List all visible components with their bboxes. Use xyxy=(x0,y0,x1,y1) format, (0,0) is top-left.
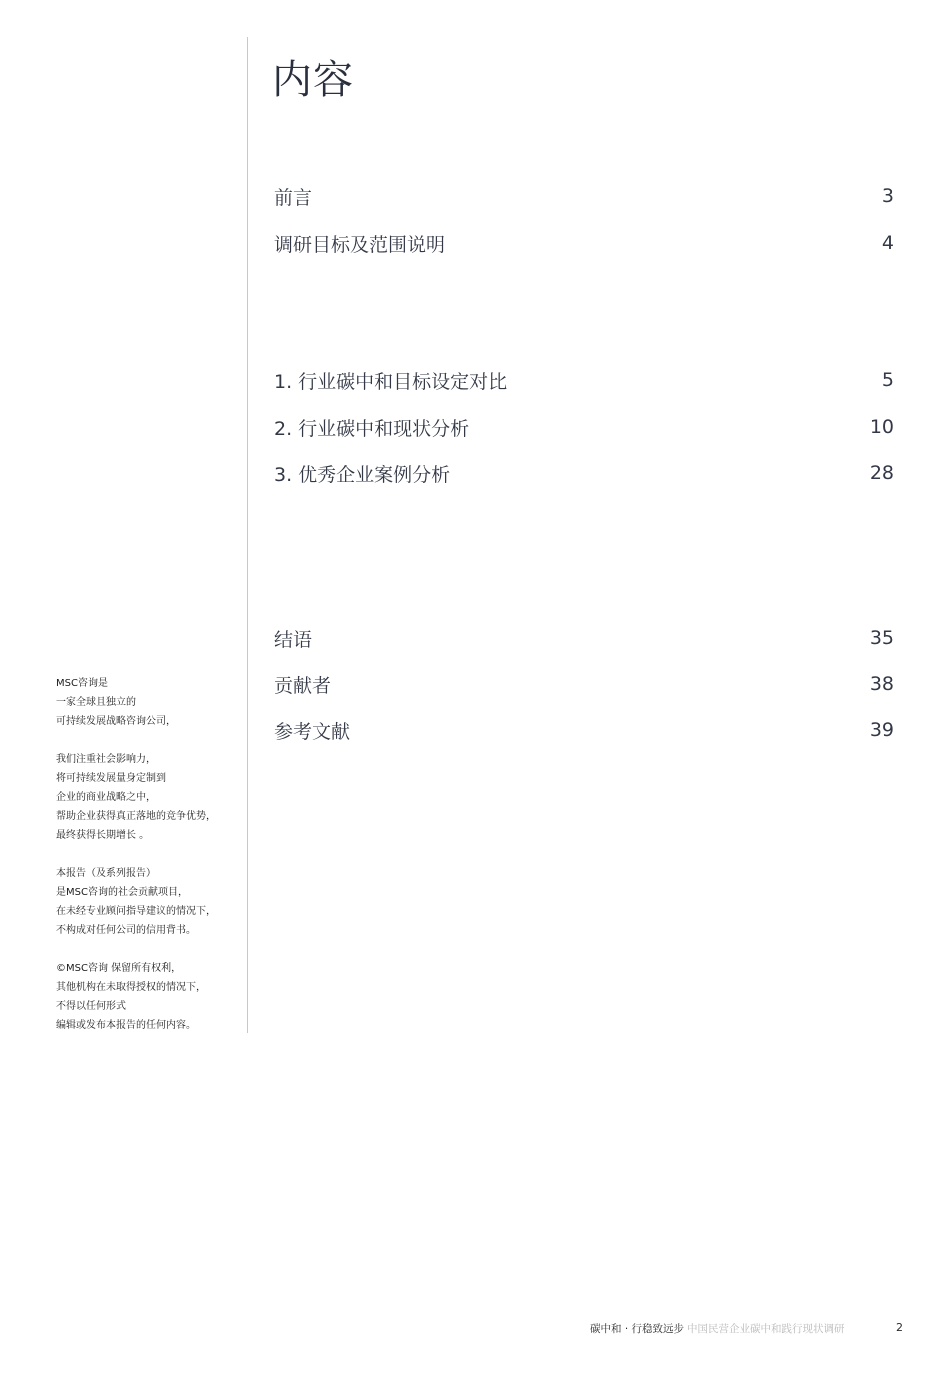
footer-title: 碳中和 · 行稳致远步 xyxy=(590,1323,685,1335)
sidebar-line: MSC咨询是 xyxy=(56,678,108,689)
sidebar-line: 最终获得长期增长 。 xyxy=(56,830,150,841)
sidebar-notes xyxy=(56,674,241,1054)
toc-item-contributors[interactable] xyxy=(274,669,894,699)
toc-item-page: 38 xyxy=(869,673,894,695)
toc-item-research-scope[interactable] xyxy=(274,228,894,258)
sidebar-line: ©MSC咨询 保留所有权利， xyxy=(56,963,182,974)
vertical-divider xyxy=(247,37,248,1033)
sidebar-line: 本报告（及系列报告） xyxy=(56,868,156,879)
toc-item-label: 参考文献 xyxy=(274,720,351,743)
toc-item-label: 结语 xyxy=(274,628,313,651)
sidebar-paragraph-mission xyxy=(56,750,241,845)
sidebar-line: 我们注重社会影响力， xyxy=(56,754,156,765)
toc-item-page: 10 xyxy=(869,416,894,438)
footer-running-title xyxy=(590,1321,845,1336)
toc-item-label: 前言 xyxy=(274,186,313,209)
toc-item-page: 39 xyxy=(869,719,894,741)
toc-item-page: 4 xyxy=(881,232,894,254)
sidebar-line: 不构成对任何公司的信用背书。 xyxy=(56,925,196,936)
toc-item-label: 3. 优秀企业案例分析 xyxy=(274,463,451,486)
toc-item-label: 调研目标及范围说明 xyxy=(274,233,446,256)
toc-item-page: 28 xyxy=(869,462,894,484)
toc-item-label: 1. 行业碳中和目标设定对比 xyxy=(274,370,508,393)
toc-item-chapter-2[interactable] xyxy=(274,412,894,442)
toc-item-page: 3 xyxy=(881,185,894,207)
toc-item-chapter-1[interactable] xyxy=(274,365,894,395)
toc-item-preface[interactable] xyxy=(274,181,894,211)
sidebar-paragraph-copyright xyxy=(56,959,241,1035)
sidebar-line: 是MSC咨询的社会贡献项目， xyxy=(56,887,188,898)
sidebar-line: 帮助企业获得真正落地的竞争优势， xyxy=(56,811,216,822)
sidebar-line: 不得以任何形式 xyxy=(56,1001,126,1012)
sidebar-line: 在未经专业顾问指导建议的情况下， xyxy=(56,906,216,917)
sidebar-line: 一家全球且独立的 xyxy=(56,697,136,708)
sidebar-paragraph-disclaimer xyxy=(56,864,241,940)
sidebar-line: 其他机构在未取得授权的情况下， xyxy=(56,982,206,993)
toc-item-page: 35 xyxy=(869,627,894,649)
toc-item-label: 贡献者 xyxy=(274,674,332,697)
toc-item-label: 2. 行业碳中和现状分析 xyxy=(274,417,470,440)
sidebar-line: 可持续发展战略咨询公司， xyxy=(56,716,176,727)
toc-item-chapter-3[interactable] xyxy=(274,458,894,488)
toc-item-page: 5 xyxy=(881,369,894,391)
sidebar-line: 将可持续发展量身定制到 xyxy=(56,773,166,784)
toc-item-references[interactable] xyxy=(274,715,894,745)
sidebar-line: 编辑或发布本报告的任何内容。 xyxy=(56,1020,196,1031)
page-number: 2 xyxy=(896,1321,903,1334)
footer-subtitle: 中国民营企业碳中和践行现状调研 xyxy=(687,1323,845,1335)
toc-item-conclusion[interactable] xyxy=(274,623,894,653)
sidebar-paragraph-about xyxy=(56,674,241,731)
page-title: 内容 xyxy=(272,57,354,103)
sidebar-line: 企业的商业战略之中， xyxy=(56,792,156,803)
